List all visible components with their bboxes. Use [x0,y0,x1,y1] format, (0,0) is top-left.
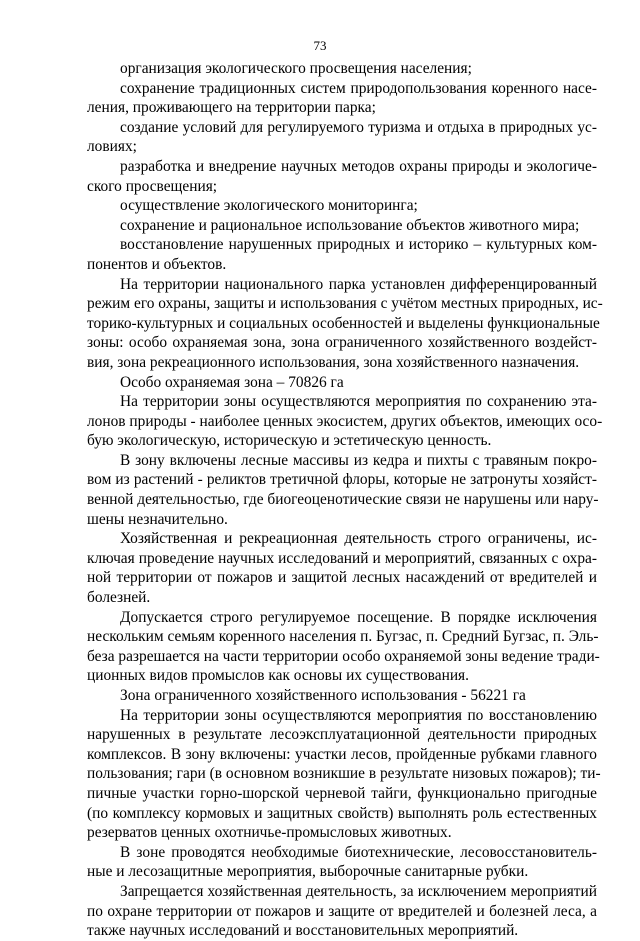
text-line: организация экологического просвещения населения; [120,60,472,77]
text-line: сохранение традиционных систем природопользования коренного насе- [120,79,597,97]
text-line: шены незначительно. [87,510,228,528]
text-line: На территории зоны осуществляются мероприятия по сохранению эта- [120,393,597,411]
text-line: восстановление нарушенных природных и историко – культурных ком- [120,236,597,254]
text-line: На территории национального парка установлен дифференцированный [120,275,597,293]
text-line: Особо охраняемая зона – 70826 га [120,373,344,391]
text-line: ной территории от пожаров и защитой лесных насаждений от вредителей и [87,569,597,587]
page-number: 73 [313,38,327,53]
text-line: осуществление экологического мониторинга; [120,197,418,215]
text-line: разработка и внедрение научных методов охраны природы и экологиче- [120,157,597,175]
text-line: зоны: особо охраняемая зона, зона ограниченного хозяйственного воздейст- [87,334,597,352]
text-line: На территории зоны осуществляются мероприятия по восстановлению [120,706,597,724]
text-line: также научных исследований и восстановительных мероприятий. [87,922,519,940]
text-line: В зону включены лесные массивы из кедра и пихты с травяным покро- [120,451,597,469]
text-line: ные и лесозащитные мероприятия, выборочные санитарные рубки. [87,863,529,881]
document-body [87,59,603,941]
text-line: нескольким семьям коренного населения п. Бугзас, п. Средний Бугзас, п. Эль- [87,628,599,646]
text-line: В зоне проводятся необходимые биотехнические, лесовосстановитель- [120,843,597,861]
text-line: резерватов ценных охотничье-промысловых животных. [87,824,452,842]
text-line: ского просвещения; [87,177,218,195]
text-line: бую экологическую, историческую и эстетическую ценность. [87,432,492,450]
text-line: (по комплексу кормовых и защитных свойств) выполнять роль естественных [87,804,597,822]
text-line: беза разрешается на части территории особо охраняемой зоны ведение тради- [87,647,600,665]
text-line: режим его охраны, защиты и использования с учётом местных природных, ис- [87,295,603,313]
text-line: по охране территории от пожаров и защите от вредителей и болезней леса, а [87,902,597,920]
text-line: венной деятельностью, где биогеоценотические связи не нарушены или нару- [87,491,599,509]
text-line: нарушенных в результате лесоэксплуатационной деятельности природных [87,726,597,744]
text-line: понентов и объектов. [87,255,227,273]
text-line: ловиях; [87,138,137,156]
text-line: сохранение и рациональное использование объектов животного мира; [120,216,580,234]
text-line: Запрещается хозяйственная деятельность, за исключением мероприятий [120,882,597,900]
text-line: Хозяйственная и рекреационная деятельность строго ограничены, ис- [120,530,597,548]
text-line: пользования; гари (в основном возникшие в результате низовых пожаров); ти- [87,765,601,783]
text-line: ционных видов промыслов как основы их существования. [87,667,469,685]
text-line: Зона ограниченного хозяйственного использования - 56221 га [120,687,526,704]
text-line: торико-культурных и социальных особенностей и выделены функциональные [87,314,600,332]
text-line: болезней. [87,589,151,607]
text-line: комплексов. В зону включены: участки лесов, пройденные рубками главного [87,745,597,763]
text-line: создание условий для регулируемого туризма и отдыха в природных ус- [120,118,597,136]
text-line: лонов природы - наиболее ценных экосистем, других объектов, имеющих осо- [87,412,603,430]
text-line: вия, зона рекреационного использования, зона хозяйственного назначения. [87,353,580,371]
text-line: ления, проживающего на территории парка; [87,99,376,117]
text-line: вом из растений - реликтов третичной флоры, которые не затронуты хозяйст- [87,471,597,489]
text-line: ключая проведение научных исследований и мероприятий, связанных с охра- [87,549,597,567]
text-line: пичные участки горно-шорской черневой тайги, функционально пригодные [87,784,597,802]
text-line: Допускается строго регулируемое посещение. В порядке исключения [120,608,597,626]
